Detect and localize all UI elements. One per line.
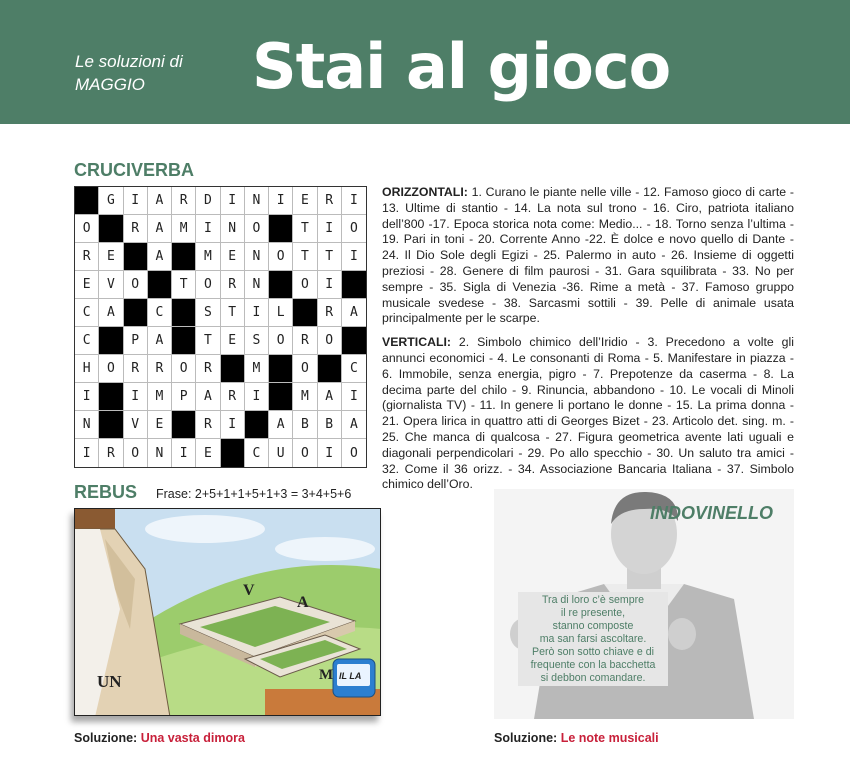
crossword-black-cell <box>172 243 196 271</box>
crossword-cell: O <box>293 271 317 299</box>
crossword-black-cell <box>148 271 172 299</box>
riddle-line: si debbon comandare. <box>540 672 646 684</box>
crossword-cell: M <box>148 383 172 411</box>
crossword-cell: T <box>318 243 342 271</box>
crossword-cell: O <box>172 355 196 383</box>
crossword-cell: C <box>75 299 99 327</box>
rebus-section-title: REBUS <box>74 482 138 502</box>
crossword-cell: B <box>293 411 317 439</box>
crossword-cell: T <box>172 271 196 299</box>
crossword-black-cell <box>269 355 293 383</box>
crossword-cell: E <box>221 243 245 271</box>
crossword-cell: T <box>293 215 317 243</box>
crossword-cell: R <box>293 327 317 355</box>
crossword-cell: I <box>342 243 366 271</box>
clues-verticali-label: VERTICALI: <box>382 335 451 350</box>
crossword-cell: M <box>293 383 317 411</box>
crossword-cell: N <box>221 215 245 243</box>
riddle-line: Però son sotto chiave e di <box>532 646 654 658</box>
crossword-cell: A <box>318 383 342 411</box>
crossword-cell: A <box>342 299 366 327</box>
crossword-cell: P <box>172 383 196 411</box>
crossword-black-cell <box>99 327 123 355</box>
rebus-scene <box>75 509 381 716</box>
subtitle-line-1: Le soluzioni di <box>75 52 183 71</box>
crossword-cell: P <box>124 327 148 355</box>
crossword-cell: R <box>75 243 99 271</box>
clues-orizzontali-label: ORIZZONTALI: <box>382 185 468 199</box>
crossword-cell: M <box>196 243 220 271</box>
rebus-frase: Frase: 2+5+1+1+5+1+3 = 3+4+5+6 <box>156 487 352 501</box>
clues-verticali-text: 2. Simbolo chimico dell’Iridio - 3. Precedono a volte gli annunci economici - 4. Le consonanti di Roma - 5. Manifestare in piazza - 6. Immobile, senza energia, pigro - 7. Prepotenze da caserma - 8. La decima parte del chilo - 9. Rinuncia, abbandono - 10. Le vocali di Minoli (giornalista TV) - 11. In genere li portano le donne - 15. La prima donna - 21. Opera lirica in quattro atti di Georges Bizet - 23. Articolo det. sing. m. - 25. Che manca di qualcosa - 27. Figura geometrica avente lati uguali e diagonali perpendicolari - 29. Po allo specchio - 30. Un saluto tra amici - 32. Come il 36 orizz. - 34. Associazione Bancaria Italiana - 37. Simbolo chimico dell’Oro. <box>382 335 794 492</box>
crossword-cell: E <box>293 187 317 215</box>
rebus-illustration <box>74 508 381 716</box>
rebus-letters-un: UN <box>97 672 122 691</box>
clues-verticali <box>382 335 794 493</box>
crossword-cell: N <box>148 439 172 467</box>
crossword-cell: A <box>148 243 172 271</box>
crossword-cell: R <box>318 187 342 215</box>
crossword-cell: R <box>124 355 148 383</box>
crossword-cell: O <box>293 355 317 383</box>
crossword-cell: O <box>99 355 123 383</box>
crossword-cell: O <box>196 271 220 299</box>
crossword-cell: A <box>148 215 172 243</box>
crossword-cell: E <box>99 243 123 271</box>
crossword-cell: M <box>172 215 196 243</box>
crossword-cell: A <box>148 327 172 355</box>
crossword-cell: A <box>99 299 123 327</box>
clues-orizzontali-text: 1. Curano le piante nelle ville - 12. Famoso gioco di carte - 13. Ultime di stantio - 14. La nota sul trono - 16. Ciro, patriota italiano dell’800 -17. Epoca storica nota come: Medio... - 18. Torno senza l’ultima - 19. Pari in toni - 20. Corrente Anno -22. È dolce e novo quello di Dante - 24. Il Dio Sole degli Egizi - 25. Palermo in auto - 26. Insieme di oggetti preziosi - 28. Genere di film paurosi - 31. Gara squilibrata - 33. No per sempre - 35. Sigla di Venezia -36. Rime a metà - 37. Famoso gruppo musicale svedese - 38. Sarcasmi sottili - 39. Pelle di animale usata principalmente per le scarpe. <box>382 185 794 326</box>
crossword-cell: A <box>196 383 220 411</box>
crossword-cell: S <box>245 327 269 355</box>
crossword-black-cell <box>124 243 148 271</box>
crossword-cell: I <box>221 187 245 215</box>
crossword-cell: O <box>124 271 148 299</box>
tablet-screen-text: IL LA <box>339 671 362 681</box>
rebus-solution-label: Soluzione: <box>74 731 138 745</box>
crossword-black-cell <box>269 383 293 411</box>
crossword-cell: O <box>124 439 148 467</box>
crossword-section-title: CRUCIVERBA <box>74 160 195 180</box>
crossword-black-cell <box>269 215 293 243</box>
crossword-black-cell <box>293 299 317 327</box>
crossword-cell: I <box>269 187 293 215</box>
crossword-cell: N <box>245 271 269 299</box>
crossword-cell: R <box>221 383 245 411</box>
crossword-cell: C <box>75 327 99 355</box>
crossword-cell: R <box>172 187 196 215</box>
crossword-cell: S <box>196 299 220 327</box>
crossword-cell: O <box>245 215 269 243</box>
crossword-cell: I <box>172 439 196 467</box>
crossword-cell: O <box>269 327 293 355</box>
cloud <box>275 537 375 561</box>
indovinello-solution-label: Soluzione: <box>494 731 558 745</box>
crossword-cell: I <box>221 411 245 439</box>
indovinello-title: INDOVINELLO <box>650 503 774 523</box>
crossword-black-cell <box>342 271 366 299</box>
rebus-letter-m: M <box>319 667 334 683</box>
subtitle-line-2: MAGGIO <box>75 75 145 94</box>
crossword-cell: R <box>196 411 220 439</box>
crossword-cell: O <box>269 243 293 271</box>
crossword-cell: E <box>75 271 99 299</box>
crossword-black-cell <box>99 215 123 243</box>
page-title: Stai al gioco <box>252 30 671 103</box>
rebus-solution-value: Una vasta dimora <box>140 731 245 745</box>
crossword-black-cell <box>221 355 245 383</box>
crossword-cell: R <box>221 271 245 299</box>
crossword-black-cell <box>221 439 245 467</box>
riddle-line: ma san farsi ascoltare. <box>539 633 647 645</box>
crossword-cell: R <box>124 215 148 243</box>
crossword-cell: I <box>318 215 342 243</box>
crossword-cell: I <box>124 187 148 215</box>
crossword-cell: C <box>148 299 172 327</box>
crossword-cell: B <box>318 411 342 439</box>
crossword-clues <box>382 185 794 501</box>
crossword-cell: R <box>99 439 123 467</box>
crossword-cell: V <box>124 411 148 439</box>
header-subtitle <box>75 50 183 96</box>
indovinello-sign <box>518 592 668 686</box>
crossword-cell: A <box>269 411 293 439</box>
crossword-cell: O <box>349 445 358 461</box>
crossword-cell: R <box>196 355 220 383</box>
crossword-cell: O <box>342 215 366 243</box>
crossword-black-cell <box>172 299 196 327</box>
hand-right <box>668 618 696 650</box>
crossword-cell: R <box>318 299 342 327</box>
crossword-cell: E <box>148 411 172 439</box>
crossword-cell: T <box>293 243 317 271</box>
clues-orizzontali <box>382 185 794 327</box>
crossword-cell: G <box>99 187 123 215</box>
crossword-cell: C <box>342 355 366 383</box>
rebus-letter-v: V <box>243 582 255 599</box>
crossword-cell: N <box>245 187 269 215</box>
crossword-cell: I <box>245 299 269 327</box>
crossword-black-cell <box>318 355 342 383</box>
crossword-cell: I <box>342 383 366 411</box>
crossword-black-cell <box>172 411 196 439</box>
crossword-cell: H <box>75 355 99 383</box>
crossword-cell: M <box>245 355 269 383</box>
crossword-cell: I <box>318 271 342 299</box>
crossword-cell: L <box>269 299 293 327</box>
riddle-line: stanno composte <box>552 620 634 632</box>
crossword-cell: R <box>148 355 172 383</box>
crossword-cell: O <box>293 439 317 467</box>
indovinello-solution <box>494 731 659 745</box>
indovinello-solution-value: Le note musicali <box>560 731 659 745</box>
crossword-cell: I <box>245 383 269 411</box>
crossword-cell: E <box>196 439 220 467</box>
crossword-cell: D <box>196 187 220 215</box>
crossword-black-cell <box>99 383 123 411</box>
crossword-cell: I <box>318 439 342 467</box>
crossword-cell: V <box>99 271 123 299</box>
crossword-black-cell <box>245 411 269 439</box>
crossword-black-cell <box>99 411 123 439</box>
crossword-black-cell <box>269 271 293 299</box>
cloud <box>145 515 265 543</box>
crossword-cell: A <box>148 187 172 215</box>
crossword-black-cell <box>342 327 366 355</box>
crossword-cell: O <box>75 215 99 243</box>
crossword-cell: A <box>342 411 366 439</box>
crossword-cell: N <box>245 243 269 271</box>
crossword-black-cell <box>124 299 148 327</box>
crossword-cell: I <box>196 215 220 243</box>
riddle-line: Tra di loro c’è sempre <box>541 594 645 606</box>
riddle-line: frequente con la bacchetta <box>530 659 656 671</box>
crossword-cell: N <box>75 411 99 439</box>
crossword-cell: I <box>75 383 99 411</box>
crossword-cell: T <box>196 327 220 355</box>
rebus-letter-a: A <box>297 594 309 611</box>
crossword-cell: I <box>342 187 366 215</box>
crossword-cell: C <box>245 439 269 467</box>
crossword-cell: I <box>75 439 99 467</box>
crossword-cell: E <box>221 327 245 355</box>
crossword-cell: O <box>318 327 342 355</box>
crossword-cell: T <box>221 299 245 327</box>
riddle-line: il re presente, <box>560 607 626 619</box>
crossword-cell: U <box>269 439 293 467</box>
crossword-grid <box>74 186 367 468</box>
crossword-cell: I <box>124 383 148 411</box>
crossword-black-cell <box>75 187 99 215</box>
crossword-black-cell <box>172 327 196 355</box>
rebus-solution <box>74 731 245 745</box>
